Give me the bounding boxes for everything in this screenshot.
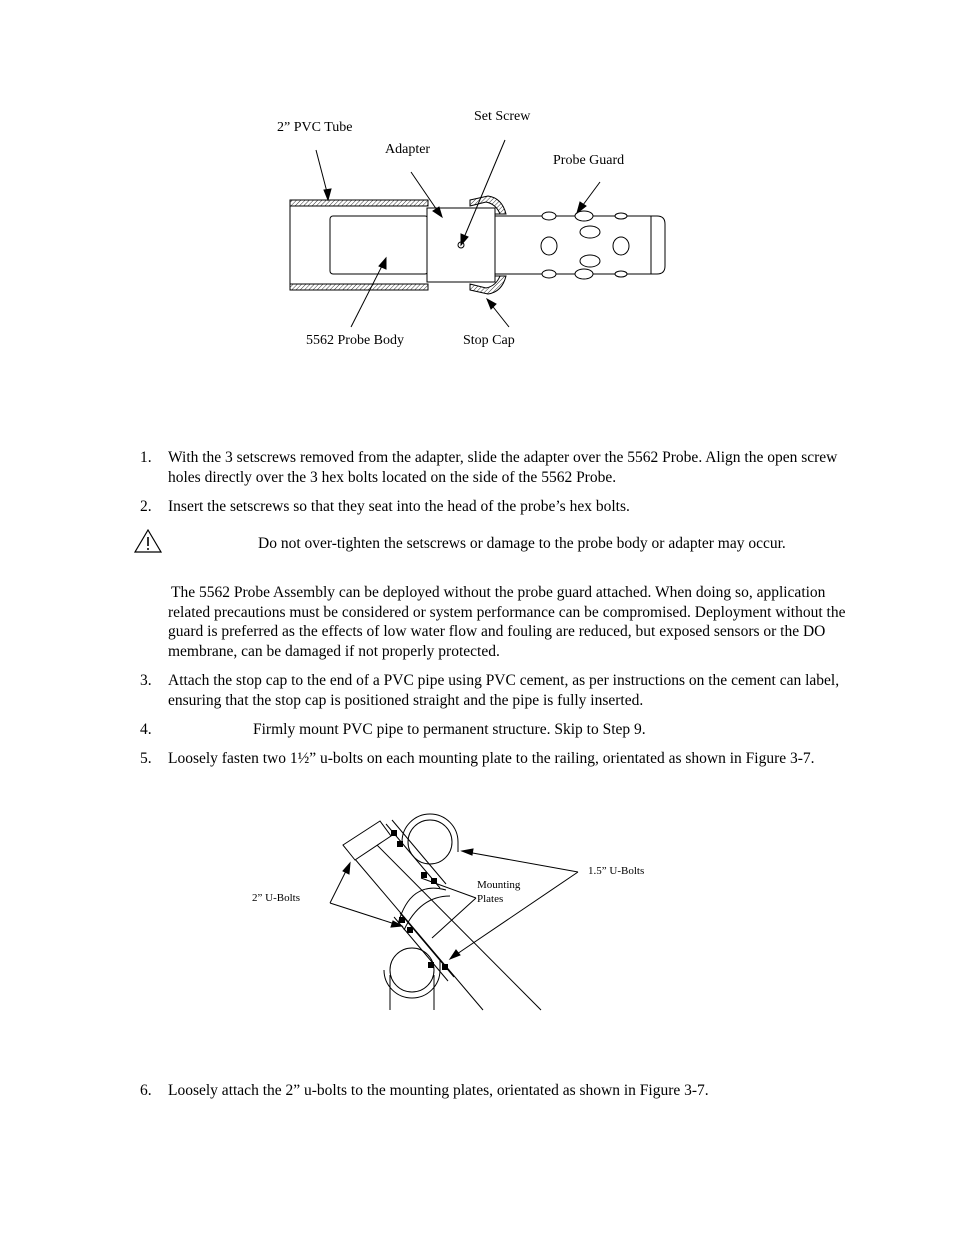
label-mounting-plates-2: Plates — [477, 893, 504, 905]
step-text: Loosely attach the 2” u-bolts to the mounting plates, orientated as shown in Figure 3-7. — [168, 1082, 709, 1099]
list-item — [140, 448, 845, 487]
label-adapter: Adapter — [385, 142, 431, 157]
label-15in-u-bolts: 1.5” U-Bolts — [588, 865, 645, 877]
warning-icon — [134, 529, 162, 553]
step-number: 4. — [140, 721, 152, 738]
label-stop-cap: Stop Cap — [463, 333, 515, 348]
label-probe-body: 5562 Probe Body — [306, 333, 404, 348]
pvc-tube — [290, 200, 428, 290]
step-text: Insert the setscrews so that they seat into the head of the probe’s hex bolts. — [168, 498, 630, 515]
list-item — [140, 1081, 845, 1101]
step-number: 3. — [140, 672, 152, 689]
label-mounting-plates-1: Mounting — [477, 879, 521, 891]
label-set-screw: Set Screw — [474, 109, 531, 124]
step-number: 6. — [140, 1082, 152, 1099]
step-text: Firmly mount PVC pipe to permanent structure. Skip to Step 9. — [253, 721, 646, 738]
label-pvc-tube: 2” PVC Tube — [277, 120, 353, 135]
list-item — [140, 720, 845, 740]
note-text: The 5562 Probe Assembly can be deployed without the probe guard attached. When doing so, application related precautions must be considered or system performance can be compromised. Deployment without the guard is preferred as the effects of low water flow and fouling are reduced, but exposed sensors or the DO membrane, can be damaged if not properly protected. — [168, 584, 846, 660]
step-number: 5. — [140, 750, 152, 767]
step-text: Loosely fasten two 1½” u-bolts on each mounting plate to the railing, orientated as shown in Figure 3-7. — [168, 750, 815, 767]
step-text: Attach the stop cap to the end of a PVC pipe using PVC cement, as per instructions on the cement can label, ensuring that the stop cap is positioned straight and the pipe is fully inserted. — [168, 672, 840, 709]
label-probe-guard: Probe Guard — [553, 153, 625, 168]
list-item — [140, 749, 845, 769]
caution-text: Do not over-tighten the setscrews or damage to the probe body or adapter may occur. — [258, 535, 786, 552]
probe-assembly-drawing — [0, 0, 954, 400]
probe-guard-shape — [495, 211, 665, 279]
label-2in-u-bolts: 2” U-Bolts — [252, 892, 300, 904]
list-item — [140, 497, 845, 517]
step-number: 2. — [140, 498, 152, 515]
step-text: With the 3 setscrews removed from the adapter, slide the adapter over the 5562 Probe. Align the open screw holes directly over the 3 hex bolts located on the side of the 5562 Probe. — [168, 449, 838, 486]
mounting-drawing — [0, 800, 954, 1020]
list-item — [140, 671, 845, 710]
step-number: 1. — [140, 449, 152, 466]
